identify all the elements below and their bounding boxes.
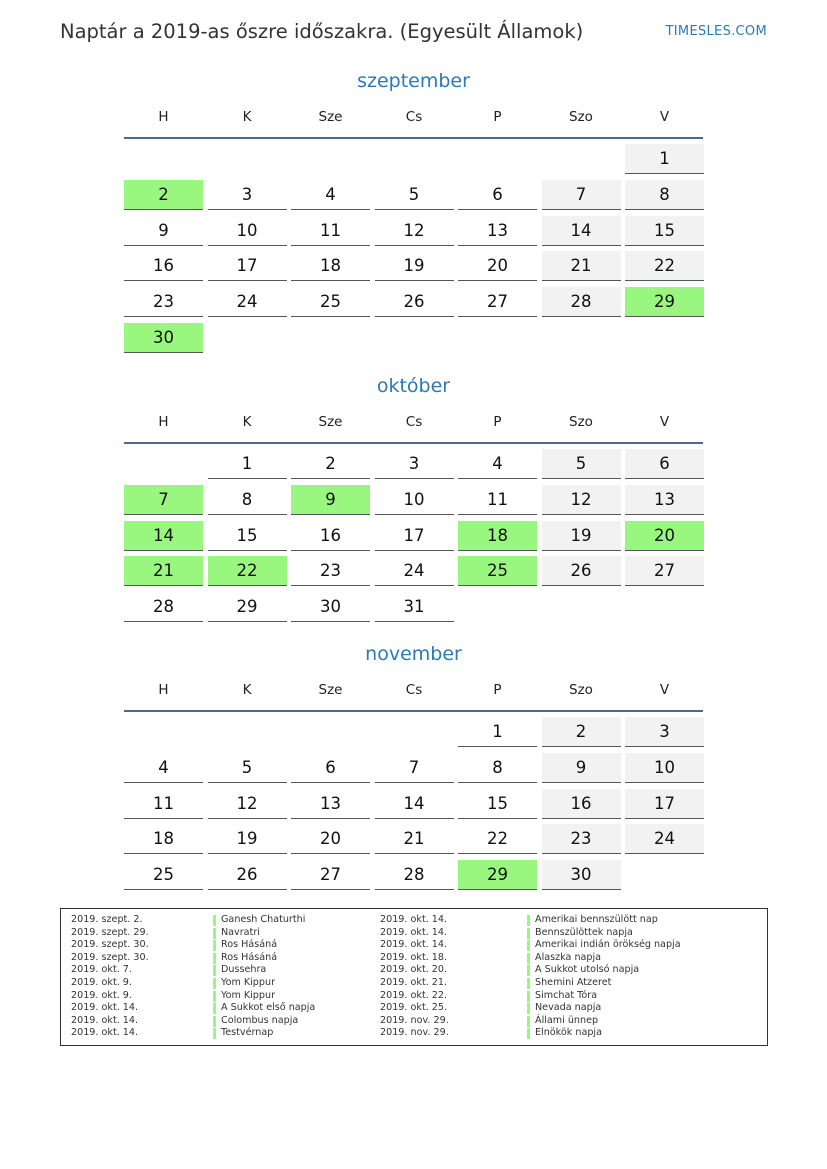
- weekday-header-row: [124, 109, 703, 129]
- weekday-header: Cs: [405, 682, 423, 698]
- legend-holiday-name: Simchat Tóra: [527, 990, 681, 1003]
- day-cell: 11: [291, 216, 370, 246]
- day-cell: 18: [458, 521, 537, 551]
- legend-dates-left: [71, 914, 149, 1040]
- day-cell: 6: [625, 449, 704, 479]
- legend-holiday-name: Bennszülöttek napja: [527, 927, 681, 940]
- day-cell: 9: [291, 485, 370, 515]
- weekday-header: Sze: [318, 682, 343, 698]
- day-cell: 7: [375, 753, 454, 783]
- weekday-header: K: [242, 682, 252, 698]
- day-cell: 27: [291, 860, 370, 890]
- weekday-header: H: [158, 682, 169, 698]
- weekday-header-row: [124, 414, 703, 434]
- day-cell: 8: [208, 485, 287, 515]
- day-cell: 21: [124, 556, 203, 586]
- legend-date: 2019. szept. 2.: [71, 914, 143, 925]
- day-cell: 28: [124, 592, 203, 622]
- day-cell: 13: [458, 216, 537, 246]
- day-cell: 21: [375, 824, 454, 854]
- day-cell: 19: [375, 251, 454, 281]
- legend-date: 2019. nov. 29.: [380, 1027, 449, 1039]
- month-name: november: [365, 643, 462, 665]
- day-cell: 20: [625, 521, 704, 551]
- day-cell: 6: [458, 180, 537, 210]
- day-cell: 14: [124, 521, 203, 551]
- day-cell: 9: [542, 753, 621, 783]
- day-cell: 23: [124, 287, 203, 317]
- day-cell: 24: [208, 287, 287, 317]
- legend-date: 2019. szept. 30.: [71, 951, 149, 963]
- day-cell: 23: [542, 824, 621, 854]
- day-cell: 22: [208, 556, 287, 586]
- weekday-header: Sze: [318, 109, 343, 125]
- day-cell: 20: [458, 251, 537, 281]
- day-cell: 17: [625, 789, 704, 819]
- day-cell: 24: [625, 824, 704, 854]
- header-divider: [124, 137, 703, 139]
- weekday-header: P: [493, 109, 502, 125]
- weekday-header: P: [493, 414, 502, 430]
- legend-holiday-name: A Sukkot utolsó napja: [527, 964, 681, 977]
- legend-date: 2019. okt. 14.: [71, 1014, 139, 1026]
- day-cell: 24: [375, 556, 454, 586]
- day-cell: 21: [542, 251, 621, 281]
- weekday-header-row: [124, 682, 703, 702]
- weekday-header: Cs: [405, 109, 423, 125]
- day-cell: 13: [291, 789, 370, 819]
- day-cell: 14: [542, 216, 621, 246]
- legend-date: 2019. okt. 9.: [71, 989, 132, 1001]
- day-cell: 20: [291, 824, 370, 854]
- legend-holiday-name: A Sukkot első napja: [213, 1002, 315, 1015]
- legend-holiday-name: Ros Hásáná: [213, 939, 315, 952]
- day-cell: 29: [625, 287, 704, 317]
- legend-date: 2019. okt. 14.: [380, 926, 448, 938]
- day-cell: 17: [208, 251, 287, 281]
- legend-date: 2019. okt. 22.: [380, 989, 448, 1001]
- legend-names-right: [527, 914, 681, 1040]
- day-cell: 28: [375, 860, 454, 890]
- legend-date: 2019. okt. 14.: [71, 1027, 139, 1039]
- day-cell: 26: [542, 556, 621, 586]
- month-name: október: [376, 375, 451, 397]
- day-cell: 18: [124, 824, 203, 854]
- day-cell: 13: [625, 485, 704, 515]
- legend-date: 2019. okt. 7.: [71, 964, 132, 976]
- legend-date: 2019. szept. 30.: [71, 939, 149, 951]
- weekday-header: H: [158, 109, 169, 125]
- day-cell: 16: [542, 789, 621, 819]
- legend-date: 2019. okt. 21.: [380, 976, 448, 988]
- weekday-header: V: [659, 414, 670, 430]
- day-cell: 16: [124, 251, 203, 281]
- day-cell: 5: [375, 180, 454, 210]
- day-cell: 1: [625, 144, 704, 174]
- month-name: szeptember: [357, 70, 470, 92]
- weekday-header: V: [659, 109, 670, 125]
- day-cell: 7: [542, 180, 621, 210]
- day-cell: 5: [208, 753, 287, 783]
- legend-holiday-name: Ganesh Chaturthi: [213, 914, 315, 927]
- day-cell: 4: [124, 753, 203, 783]
- legend-date: 2019. okt. 9.: [71, 976, 132, 988]
- legend-date: 2019. okt. 14.: [380, 939, 448, 951]
- weekday-header: Szo: [569, 109, 593, 125]
- holiday-legend: [60, 908, 768, 1046]
- day-cell: 3: [208, 180, 287, 210]
- day-cell: 10: [208, 216, 287, 246]
- day-cell: 29: [208, 592, 287, 622]
- day-cell: 14: [375, 789, 454, 819]
- weekday-header: Szo: [569, 682, 593, 698]
- day-cell: 18: [291, 251, 370, 281]
- day-cell: 30: [124, 323, 203, 353]
- weekday-header: K: [242, 414, 252, 430]
- legend-holiday-name: Yom Kippur: [213, 990, 315, 1003]
- legend-holiday-name: Shemini Atzeret: [527, 977, 681, 990]
- weekday-header: H: [158, 414, 169, 430]
- day-cell: 19: [208, 824, 287, 854]
- day-cell: 9: [124, 216, 203, 246]
- legend-dates-right: [380, 914, 449, 1040]
- day-cell: 8: [458, 753, 537, 783]
- day-cell: 25: [291, 287, 370, 317]
- day-cell: 2: [124, 180, 203, 210]
- day-cell: 15: [625, 216, 704, 246]
- day-cell: 2: [291, 449, 370, 479]
- header-divider: [124, 710, 703, 712]
- day-cell: 30: [542, 860, 621, 890]
- day-cell: 11: [458, 485, 537, 515]
- legend-date: 2019. okt. 14.: [380, 914, 448, 925]
- legend-holiday-name: Amerikai bennszülött nap: [527, 914, 681, 927]
- day-cell: 2: [542, 717, 621, 747]
- day-cell: 10: [625, 753, 704, 783]
- legend-holiday-name: Amerikai indián örökség napja: [527, 939, 681, 952]
- day-cell: 26: [208, 860, 287, 890]
- legend-date: 2019. okt. 14.: [71, 1002, 139, 1014]
- legend-date: 2019. nov. 29.: [380, 1014, 449, 1026]
- day-cell: 12: [542, 485, 621, 515]
- legend-holiday-name: Ros Hásáná: [213, 952, 315, 965]
- legend-holiday-name: Nevada napja: [527, 1002, 681, 1015]
- day-cell: 12: [208, 789, 287, 819]
- legend-holiday-name: Yom Kippur: [213, 977, 315, 990]
- day-cell: 3: [375, 449, 454, 479]
- weekday-header: Sze: [318, 414, 343, 430]
- legend-holiday-name: Alaszka napja: [527, 952, 681, 965]
- day-cell: 7: [124, 485, 203, 515]
- legend-names-left: [213, 914, 315, 1040]
- legend-holiday-name: Dussehra: [213, 964, 315, 977]
- weekday-header: P: [493, 682, 502, 698]
- day-cell: 19: [542, 521, 621, 551]
- day-cell: 15: [208, 521, 287, 551]
- day-cell: 16: [291, 521, 370, 551]
- legend-date: 2019. okt. 18.: [380, 951, 448, 963]
- day-cell: 23: [291, 556, 370, 586]
- legend-holiday-name: Állami ünnep: [527, 1015, 681, 1028]
- day-cell: 12: [375, 216, 454, 246]
- weekday-header: K: [242, 109, 252, 125]
- day-cell: 25: [458, 556, 537, 586]
- day-cell: 5: [542, 449, 621, 479]
- day-cell: 4: [458, 449, 537, 479]
- day-cell: 17: [375, 521, 454, 551]
- day-cell: 26: [375, 287, 454, 317]
- site-brand-link[interactable]: TIMESLES.COM: [665, 24, 767, 39]
- legend-holiday-name: Navratri: [213, 927, 315, 940]
- day-cell: 22: [458, 824, 537, 854]
- weekday-header: Cs: [405, 414, 423, 430]
- day-cell: 31: [375, 592, 454, 622]
- day-cell: 30: [291, 592, 370, 622]
- legend-date: 2019. okt. 20.: [380, 964, 448, 976]
- day-cell: 25: [124, 860, 203, 890]
- weekday-header: V: [659, 682, 670, 698]
- day-cell: 10: [375, 485, 454, 515]
- legend-date: 2019. szept. 29.: [71, 926, 149, 938]
- day-cell: 8: [625, 180, 704, 210]
- day-cell: 27: [625, 556, 704, 586]
- day-cell: 11: [124, 789, 203, 819]
- legend-holiday-name: Colombus napja: [213, 1015, 315, 1028]
- day-cell: 3: [625, 717, 704, 747]
- day-cell: 29: [458, 860, 537, 890]
- header-divider: [124, 442, 703, 444]
- legend-holiday-name: Testvérnap: [213, 1027, 315, 1040]
- day-cell: 4: [291, 180, 370, 210]
- legend-date: 2019. okt. 25.: [380, 1002, 448, 1014]
- day-cell: 15: [458, 789, 537, 819]
- day-cell: 6: [291, 753, 370, 783]
- day-cell: 28: [542, 287, 621, 317]
- day-cell: 1: [458, 717, 537, 747]
- day-cell: 22: [625, 251, 704, 281]
- day-cell: 27: [458, 287, 537, 317]
- weekday-header: Szo: [569, 414, 593, 430]
- day-cell: 1: [208, 449, 287, 479]
- page-title: Naptár a 2019-as őszre időszakra. (Egyesült Államok): [60, 20, 584, 43]
- legend-holiday-name: Elnökök napja: [527, 1027, 681, 1040]
